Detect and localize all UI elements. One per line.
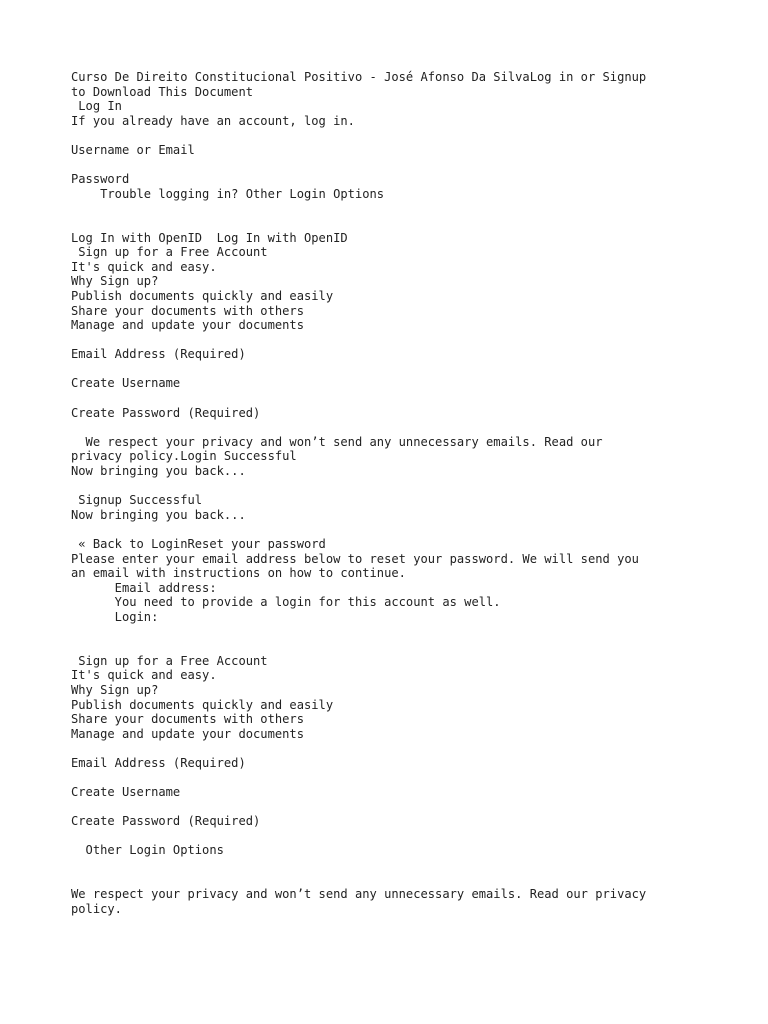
text-line: Manage and update your documents	[71, 726, 304, 741]
text-line: Publish documents quickly and easily	[71, 288, 334, 303]
reset-login-label: Login:	[71, 609, 159, 624]
text-line: Now bringing you back...	[71, 464, 246, 479]
signup-heading: Sign up for a Free Account	[71, 245, 268, 260]
create-password-label-2: Create Password (Required)	[71, 814, 261, 829]
privacy-notice: We respect your privacy and won’t send any unnecessary emails. Read our	[71, 434, 603, 449]
text-line	[71, 362, 681, 377]
text-line: Now bringing you back...	[71, 507, 246, 522]
text-line	[71, 522, 681, 537]
trouble-login-link[interactable]: Trouble logging in? Other Login Options	[71, 186, 385, 201]
text-line	[71, 479, 681, 494]
signup-heading-2: Sign up for a Free Account	[71, 653, 268, 668]
login-heading: Log In	[71, 99, 122, 114]
text-line	[71, 201, 681, 216]
text-line: It's quick and easy.	[71, 259, 217, 274]
back-to-login-link[interactable]: « Back to LoginReset your password	[71, 537, 326, 551]
document-title-line: Curso De Direito Constitucional Positivo - José Afonso Da SilvaLog in or Signup	[71, 70, 647, 84]
text-line: Why Sign up?	[71, 274, 159, 289]
openid-login-link[interactable]: Log In with OpenID Log In with OpenID	[71, 230, 348, 245]
text-line	[71, 873, 681, 888]
username-label: Username or Email	[71, 142, 195, 157]
text-line: You need to provide a login for this account as well.	[71, 595, 501, 610]
text-line	[71, 420, 681, 435]
text-line: If you already have an account, log in.	[71, 113, 355, 128]
text-line	[71, 858, 681, 873]
privacy-notice-2: We respect your privacy and won’t send any unnecessary emails. Read our privacy	[71, 887, 647, 902]
email-label-2: Email Address (Required)	[71, 755, 246, 770]
text-line: an email with instructions on how to continue.	[71, 566, 406, 581]
text-line: Manage and update your documents	[71, 318, 304, 333]
text-line: policy.	[71, 901, 122, 916]
text-line	[71, 216, 681, 231]
document-text-block	[71, 70, 681, 916]
text-line	[71, 771, 681, 786]
text-line	[71, 391, 681, 406]
text-line	[71, 639, 681, 654]
text-line: to Download This Document	[71, 84, 254, 99]
create-username-label-2: Create Username	[71, 785, 181, 800]
password-label: Password	[71, 172, 130, 187]
text-line	[71, 829, 681, 844]
text-line	[71, 128, 681, 143]
text-line	[71, 800, 681, 815]
email-label: Email Address (Required)	[71, 347, 246, 362]
text-line	[71, 741, 681, 756]
text-line	[71, 333, 681, 348]
text-line: Please enter your email address below to reset your password. We will send you	[71, 551, 639, 566]
reset-email-label: Email address:	[71, 580, 217, 595]
text-line	[71, 158, 681, 173]
create-username-label: Create Username	[71, 376, 181, 391]
text-line: It's quick and easy.	[71, 668, 217, 683]
text-line: Publish documents quickly and easily	[71, 697, 334, 712]
text-line: Share your documents with others	[71, 303, 304, 318]
create-password-label: Create Password (Required)	[71, 405, 261, 420]
signup-success-status: Signup Successful	[71, 493, 203, 508]
login-success-status: privacy policy.Login Successful	[71, 449, 297, 464]
text-line: Why Sign up?	[71, 682, 159, 697]
other-login-options-link[interactable]: Other Login Options	[71, 843, 224, 858]
text-line: Share your documents with others	[71, 712, 304, 727]
text-line	[71, 625, 681, 640]
